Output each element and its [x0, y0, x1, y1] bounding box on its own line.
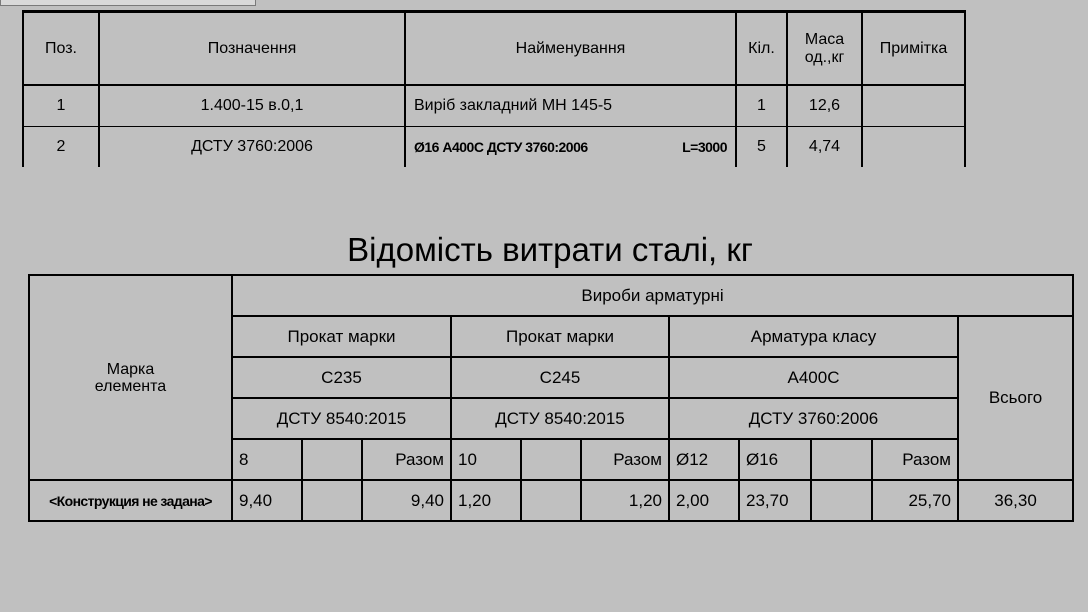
subcol-header: 10 — [451, 439, 521, 480]
steel-consumption-table — [28, 274, 1074, 522]
row-note — [862, 127, 965, 168]
row-mass: 12,6 — [787, 85, 862, 127]
row-name: Виріб закладний МН 145-5 — [405, 85, 736, 127]
subcol-header: 8 — [232, 439, 302, 480]
row-name-length: L=3000 — [682, 139, 727, 155]
row-mass: 4,74 — [787, 127, 862, 168]
row-name-cell — [405, 127, 736, 168]
table-row — [23, 85, 965, 127]
group-grade: С245 — [451, 357, 669, 398]
value-cell: 1,20 — [451, 480, 521, 521]
value-cell: 9,40 — [232, 480, 302, 521]
value-cell — [811, 480, 872, 521]
row-pos: 2 — [23, 127, 99, 168]
subcol-header: Ø16 — [739, 439, 811, 480]
steel-consumption-title: Відомість витрати сталі, кг — [347, 231, 753, 268]
header-note: Примітка — [862, 12, 965, 86]
subcol-header: Ø12 — [669, 439, 739, 480]
header-pos: Поз. — [23, 12, 99, 86]
total-header: Всього — [958, 316, 1073, 480]
total-value: 36,30 — [958, 480, 1073, 521]
row-note — [862, 85, 965, 127]
subcol-header: Разом — [362, 439, 451, 480]
group-grade: С235 — [232, 357, 451, 398]
products-header: Вироби арматурні — [232, 275, 1073, 316]
subcol-header — [302, 439, 362, 480]
subcol-header: Разом — [872, 439, 958, 480]
header-mass-text: Маса од.,кг — [804, 30, 845, 66]
row-name: Ø16 А400С ДСТУ 3760:2006 — [414, 139, 588, 155]
group-grade: А400С — [669, 357, 958, 398]
header-qty: Кіл. — [736, 12, 787, 86]
table-row — [29, 480, 1073, 521]
spec-header-row — [23, 12, 965, 86]
subcol-header: Разом — [581, 439, 669, 480]
window-frame-remnant — [0, 0, 256, 6]
specification-table — [22, 10, 966, 167]
row-qty: 1 — [736, 85, 787, 127]
group-type: Прокат марки — [232, 316, 451, 357]
row-designation: ДСТУ 3760:2006 — [99, 127, 405, 168]
row-pos: 1 — [23, 85, 99, 127]
row-qty: 5 — [736, 127, 787, 168]
value-cell: 25,70 — [872, 480, 958, 521]
row-name-content — [414, 139, 735, 155]
group-type: Арматура класу — [669, 316, 958, 357]
value-cell — [521, 480, 581, 521]
group-standard: ДСТУ 8540:2015 — [232, 398, 451, 439]
value-cell: 23,70 — [739, 480, 811, 521]
element-name: <Конструкция не задана> — [29, 480, 232, 521]
value-cell — [302, 480, 362, 521]
header-mass — [787, 12, 862, 86]
table-row — [23, 127, 965, 168]
header-name: Найменування — [405, 12, 736, 86]
value-cell: 9,40 — [362, 480, 451, 521]
element-mark-header — [29, 275, 232, 480]
group-standard: ДСТУ 3760:2006 — [669, 398, 958, 439]
group-type: Прокат марки — [451, 316, 669, 357]
value-cell: 2,00 — [669, 480, 739, 521]
steel-header-row-1 — [29, 275, 1073, 316]
subcol-header — [521, 439, 581, 480]
subcol-header — [811, 439, 872, 480]
header-designation: Позначення — [99, 12, 405, 86]
element-mark-text: Марка елемента — [94, 360, 167, 395]
value-cell: 1,20 — [581, 480, 669, 521]
row-designation: 1.400-15 в.0,1 — [99, 85, 405, 127]
group-standard: ДСТУ 8540:2015 — [451, 398, 669, 439]
